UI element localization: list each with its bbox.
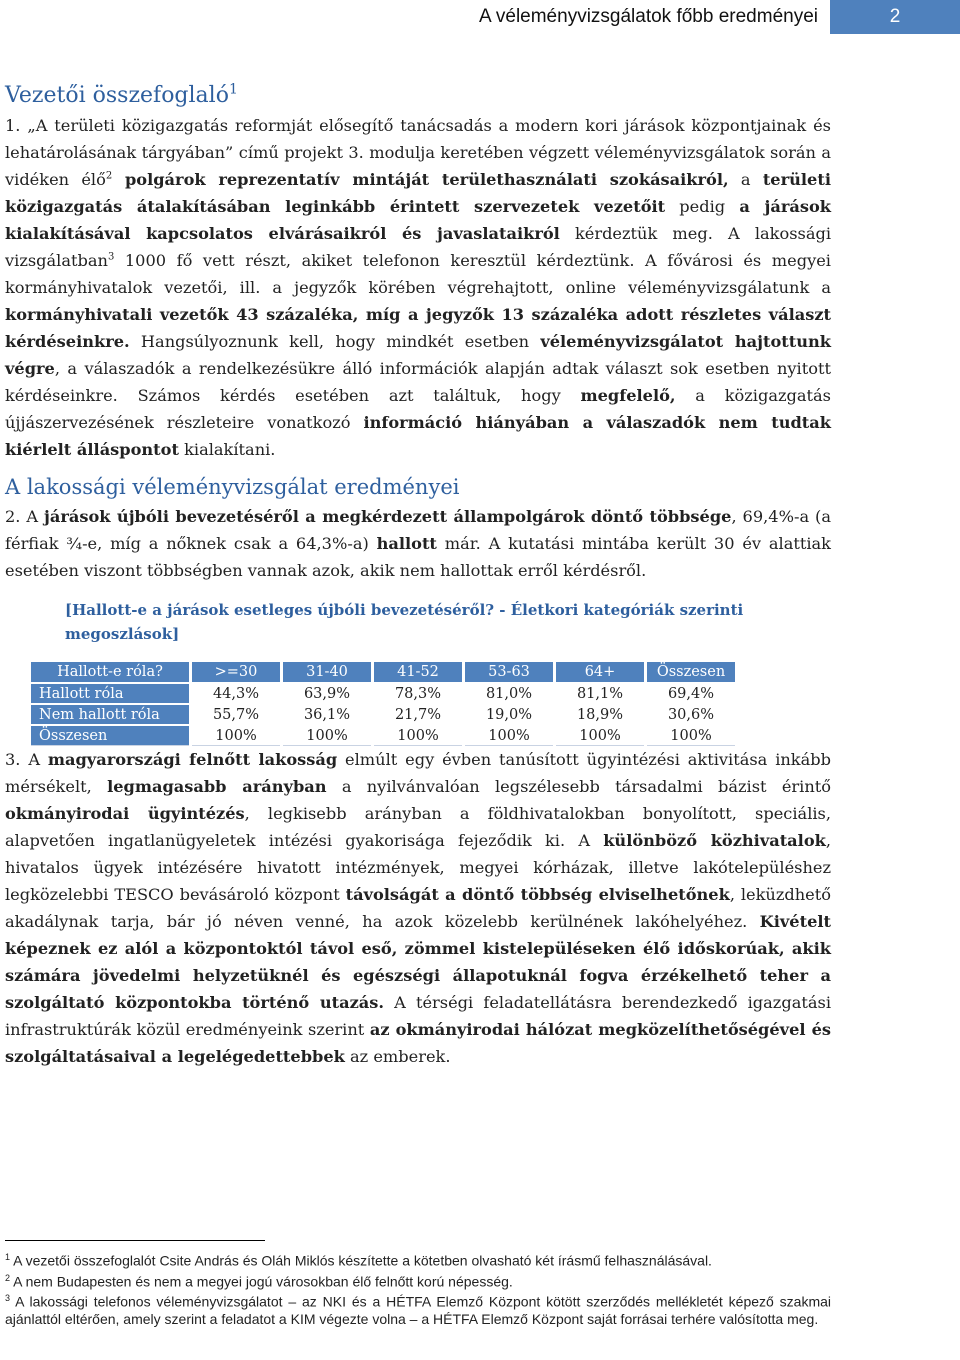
table-header-cell: 31-40 [282,662,373,683]
footnote-3: $^3$ A lakossági telefonos véleményvizsgálatot – az NKI és a HÉTFA Elemző Központ kötött szerződés mellékletét képező szakmai ajánlattól eltérően, amely szerint a feladatot a KIM végezte volna – a HÉTFA Elemző Központ saját forrásai terhére valósította meg. [5,1293,831,1327]
table-header-cell: 41-52 [373,662,464,683]
table-cell: 44,3% [191,683,282,704]
table-header-cell: 64+ [555,662,646,683]
page-header [0,0,960,34]
table-cell: 30,6% [646,704,737,725]
table-row [31,725,737,746]
table-header-cell: >=30 [191,662,282,683]
table-cell: 21,7% [373,704,464,725]
table-cell: 100% [555,725,646,746]
section3-paragraph: 3. A magyarországi felnőtt lakosság elmúlt egy évben tanúsított ügyintézési aktivitása inkább mérsékelt, legmagasabb arányban a nyilvánvalóan legszélesebb társadalmi bázist érintő okmányirodai ügyintézés, legkisebb arányban a földhivatalokban bonyolított, speciális, alapvetően ingatlanügyeletek intézési gyakorisága fejeződik ki. A különböző közhivatalok, hivatalos ügyek intézésére hivatott intézmények, megyei kórházak, illetve lakótelepüléshez legközelebbi TESCO bevásároló központ távolságát a döntő többség elviselhetőnek, leküzdhető akadálynak tarja, bár jó néven venné, ha azok közelebb kerülnének lakóhelyéhez. Kivételt képeznek ez alól a központoktól távol eső, zömmel kistelepüléseken élő időskorúak, akik számára jövedelmi helyzetüknél és egészségi állapotuknál fogva érzékelhető teher a szolgáltató központokba történő utazás. A térségi feladatellátásra berendezkedő igazgatási infrastruktúrák közül eredményeink szerint az okmányirodai hálózat megközelíthetőségével és szolgáltatásaival a legelégedettebbek az emberek. [5,750,832,1066]
footnote-divider [5,1240,265,1241]
table-cell: 81,0% [464,683,555,704]
summary-heading: Vezetői összefoglaló$^1$ [5,81,238,108]
table-cell: 18,9% [555,704,646,725]
page-number: 2 [830,0,960,34]
footnote-ref-1[interactable]: 1 [228,81,238,98]
main-content [5,80,831,1070]
table-cell: 63,9% [282,683,373,704]
table-caption: [Hallott-e a járások esetleges újbóli bevezetéséről? - Életkori kategóriák szerinti megoszlások] [65,601,744,643]
footnotes [5,1240,831,1328]
table-header-cell: Összesen [646,662,737,683]
running-title: A véleményvizsgálatok főbb eredményei [478,6,818,27]
table-cell: 36,1% [282,704,373,725]
table-cell: 100% [464,725,555,746]
table-cell: 78,3% [373,683,464,704]
results-table [31,662,738,746]
table-cell: 19,0% [464,704,555,725]
section2-heading: A lakossági véleményvizsgálat eredményei [5,475,460,499]
table-row [31,704,737,725]
table-cell: 100% [646,725,737,746]
table-header-row [31,662,737,683]
footnote-ref-3[interactable]: 3 [107,251,115,263]
table-header-cell: 53-63 [464,662,555,683]
table-cell: 100% [191,725,282,746]
table-cell: 69,4% [646,683,737,704]
table-row [31,683,737,704]
footnote-ref-2[interactable]: 2 [105,170,113,182]
table-cell: 100% [282,725,373,746]
summary-paragraph: 1. „A területi közigazgatás reformját elősegítő tanácsadás a modern kori járások központjainak és lehatárolásának tárgyában” című projekt 3. modulja keretében végzett véleményvizsgálatok során a vidéken élő$^2$ polgárok reprezentatív mintáját területhasználati szokásaikról, a területi közigazgatás átalakításában leginkább érintett szervezetek vezetőit pedig a járások kialakításával kapcsolatos elvárásaikról és javaslataikról kérdeztük meg. A lakossági vizsgálatban$^3$ 1000 fő vett részt, akiket telefonon keresztül kérdeztünk. A fővárosi és megyei kormányhivatalok vezetői, ill. a jegyzők körében végrehajtott, online véleményvizsgálatunk a kormányhivatali vezetők 43 százaléka, míg a jegyzők 13 százaléka adott részletes választ kérdéseinkre. Hangsúlyoznunk kell, hogy mindkét esetben véleményvizsgálatot hajtottunk végre, a válaszadók a rendelkezésükre álló információk alapján adtak választ sok esetben nyitott kérdéseinkre. Számos kérdés esetében azt találtuk, hogy megfelelő, a közigazgatás újjászervezésének részleteire vonatkozó információ hiányában a válaszadók nem tudtak kiérlelt álláspontot kialakítani. [5,116,832,459]
footnote-1: $^1$ A vezetői összefoglalót Csite András és Oláh Miklós készítette a kötetben olvasható két írásmű felhasználásával. [5,1252,712,1269]
footnote-2: $^2$ A nem Budapesten és nem a megyei jogú városokban élő felnőtt korú népesség. [5,1272,513,1290]
row-label: Hallott róla [31,683,191,704]
table-cell: 100% [373,725,464,746]
table-cell: 55,7% [191,704,282,725]
row-label: Nem hallott róla [31,704,191,725]
section2-paragraph: 2. A járások újbóli bevezetéséről a megkérdezett állampolgárok döntő többsége, 69,4%-a (a férfiak ¾-e, míg a nőknek csak a 64,3%-a) hallott már. A kutatási mintába került 30 év alattiak esetében viszont többségben vannak azok, akik nem hallottak erről kérdésről. [5,507,831,580]
table-cell: 81,1% [555,683,646,704]
table-header-cell: Hallott-e róla? [31,662,191,683]
row-label: Összesen [31,725,191,746]
